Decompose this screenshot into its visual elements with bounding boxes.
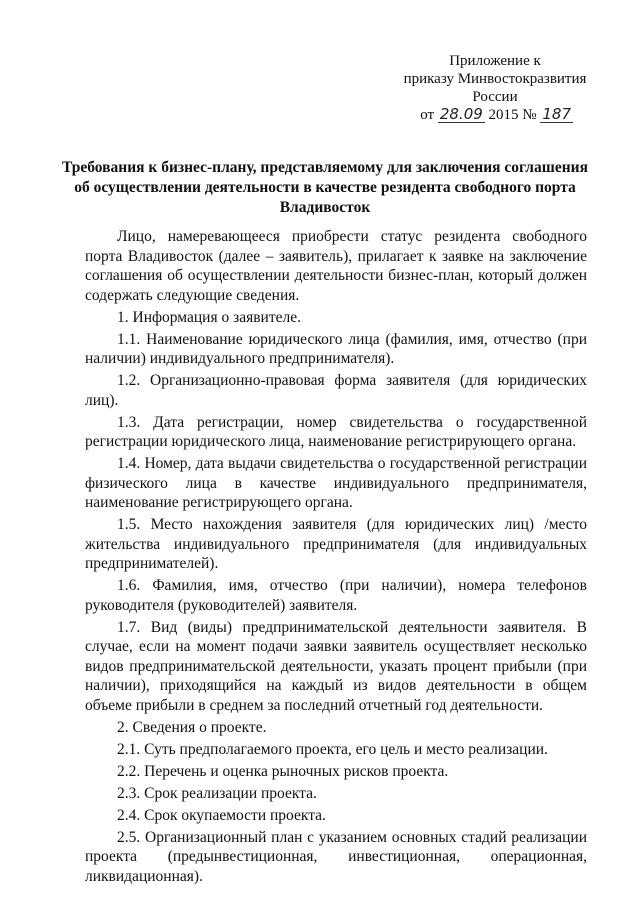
paragraph: 2.3. Срок реализации проекта.: [117, 784, 317, 802]
paragraph: 1.5. Место нахождения заявителя (для юридических лиц) /место жительства индивидуального предпринимателя (для индивидуальных предпринимателей).: [85, 516, 587, 572]
paragraph: 1.2. Организационно-правовая форма заявителя (для юридических лиц).: [85, 372, 587, 409]
paragraph: 2.5. Организационный план с указанием основных стадий реализации проекта (предынвестиционная, инвестиционная, операционная, ликвидационная).: [85, 828, 587, 885]
paragraph: 1. Информация о заявителе.: [117, 308, 301, 326]
appendix-date-line: [395, 106, 595, 124]
paragraph: 1.1. Наименование юридического лица (фамилия, имя, отчество (при наличии) индивидуального предпринимателя).: [85, 330, 587, 367]
handwritten-number: 187: [542, 105, 571, 123]
appendix-header: [395, 52, 595, 124]
appendix-line-3: России: [472, 89, 518, 105]
appendix-line-1: Приложение к: [449, 53, 541, 69]
paragraph: 2. Сведения о проекте.: [117, 718, 267, 736]
paragraph: 1.7. Вид (виды) предпринимательской деятельности заявителя. В случае, если на момент подачи заявки заявитель осуществляет несколько видов предпринимательской деятельности, указать процент прибыли (при наличии), приходящийся на каждый из видов деятельности в общем объеме прибыли в среднем за последний отчетный год деятельности.: [85, 618, 587, 714]
paragraph: 1.3. Дата регистрации, номер свидетельства о государственной регистрации юридического лица, наименование регистрирующего органа.: [85, 413, 587, 450]
date-year: 2015 №: [488, 107, 537, 123]
paragraph: 1.6. Фамилия, имя, отчество (при наличии), номера телефонов руководителя (руководителей) заявителя.: [85, 577, 587, 614]
document-title: Требования к бизнес-плану, представляемому для заключения соглашения об осуществлении деятельности в качестве резидента свободного порта Владивосток: [62, 159, 588, 216]
document-body: [85, 227, 587, 889]
date-prefix: от: [420, 107, 435, 123]
paragraph: 2.4. Срок окупаемости проекта.: [117, 806, 326, 824]
paragraph: 1.4. Номер, дата выдачи свидетельства о государственной регистрации физического лица в качестве индивидуального предпринимателя, наименование регистрирующего органа.: [85, 455, 587, 511]
appendix-line-2: приказу Минвостокразвития: [403, 71, 587, 87]
paragraph: 2.2. Перечень и оценка рыночных рисков проекта.: [117, 762, 449, 780]
handwritten-date: 28.09: [439, 105, 483, 123]
paragraph: Лицо, намеревающееся приобрести статус резидента свободного порта Владивосток (далее – заявитель), прилагает к заявке на заключение соглашения об осуществлении деятельности бизнес-план, который должен содержать следующие сведения.: [85, 228, 587, 304]
paragraph: 2.1. Суть предполагаемого проекта, его цель и место реализации.: [117, 740, 548, 758]
